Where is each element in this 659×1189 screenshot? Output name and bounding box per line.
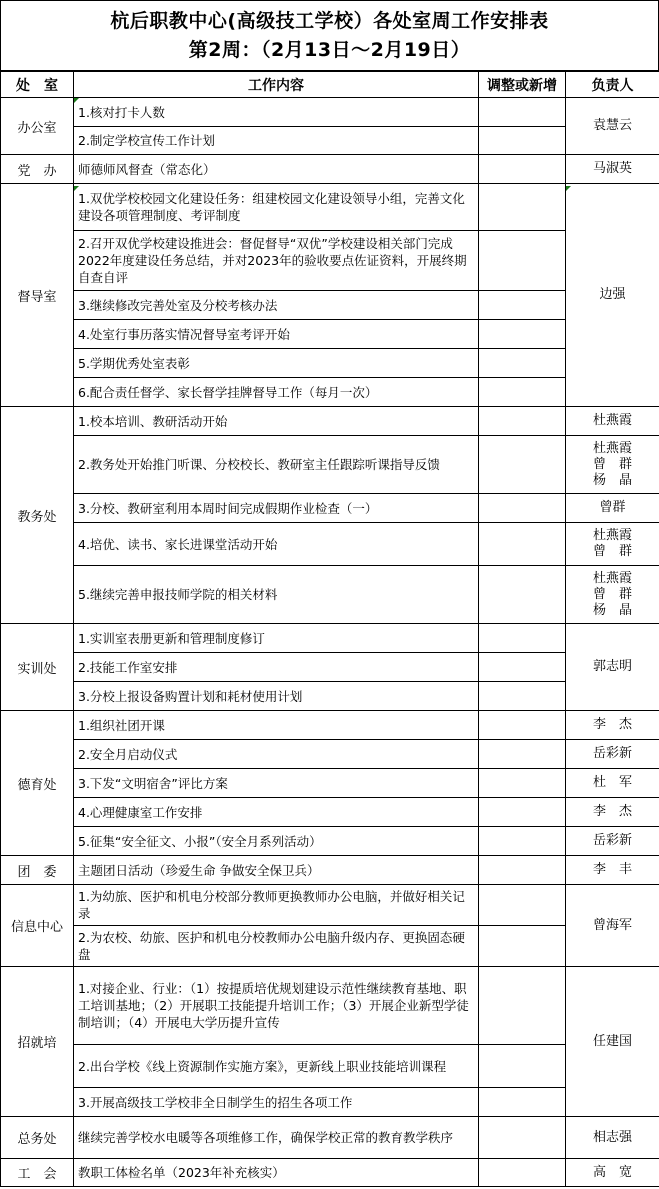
- task-cell[interactable]: 1.实训室表册更新和管理制度修订: [74, 624, 479, 653]
- dept-cell-moral: 德育处: [1, 711, 74, 856]
- table-row: [1, 436, 659, 494]
- owner-cell: 曾群: [566, 494, 659, 523]
- table-row: [1, 798, 659, 827]
- dept-cell-youth-league: 团 委: [1, 856, 74, 885]
- table-row: [1, 769, 659, 798]
- table-row: [1, 624, 659, 653]
- owner-cell: 任建国: [566, 967, 659, 1117]
- table-row: [1, 378, 659, 407]
- owner-name: 杜燕霞: [592, 440, 632, 456]
- title-block: [0, 0, 659, 71]
- header-dept: 处 室: [1, 72, 74, 98]
- task-cell[interactable]: 主题团日活动（珍爱生命 争做安全保卫兵）: [74, 856, 479, 885]
- dept-cell-info-center: 信息中心: [1, 885, 74, 967]
- owner-cell: 岳彩新: [566, 740, 659, 769]
- adjust-cell[interactable]: [479, 967, 566, 1045]
- table-row: [1, 349, 659, 378]
- task-cell[interactable]: 2.出台学校《线上资源制作实施方案》，更新线上职业技能培训课程: [74, 1045, 479, 1088]
- schedule-table: [0, 71, 659, 1187]
- task-cell[interactable]: 3.分校上报设备购置计划和耗材使用计划: [74, 682, 479, 711]
- adjust-cell[interactable]: [479, 1088, 566, 1117]
- adjust-cell[interactable]: [479, 769, 566, 798]
- adjust-cell[interactable]: [479, 1045, 566, 1088]
- owner-cell: 郭志明: [566, 624, 659, 711]
- task-cell[interactable]: 2.安全月启动仪式: [74, 740, 479, 769]
- cell-comment-marker: [74, 186, 79, 191]
- task-cell[interactable]: 5.继续完善申报技师学院的相关材料: [74, 566, 479, 624]
- adjust-cell[interactable]: [479, 711, 566, 740]
- task-cell[interactable]: 2.技能工作室安排: [74, 653, 479, 682]
- task-cell[interactable]: 5.学期优秀处室表彰: [74, 349, 479, 378]
- header-adjust: 调整或新增: [479, 72, 566, 98]
- adjust-cell[interactable]: [479, 127, 566, 155]
- owner-cell: [566, 523, 659, 566]
- table-row: [1, 155, 659, 184]
- table-row: [1, 967, 659, 1045]
- adjust-cell[interactable]: [479, 436, 566, 494]
- owner-cell: 相志强: [566, 1117, 659, 1159]
- adjust-cell[interactable]: [479, 740, 566, 769]
- table-row: [1, 320, 659, 349]
- adjust-cell[interactable]: [479, 155, 566, 184]
- task-cell[interactable]: 2.召开双优学校建设推进会：督促督导“双优”学校建设相关部门完成2022年度建设任务总结，并对2023年的验收要点佐证资料，开展终期自查自评: [74, 231, 479, 291]
- table-row: [1, 98, 659, 127]
- dept-cell-recruitment: 招就培: [1, 967, 74, 1117]
- task-cell[interactable]: 3.分校、教研室利用本周时间完成假期作业检查（一）: [74, 494, 479, 523]
- cell-comment-marker: [566, 186, 571, 191]
- task-cell[interactable]: 4.处室行事历落实情况督导室考评开始: [74, 320, 479, 349]
- dept-cell-supervision: 督导室: [1, 184, 74, 407]
- adjust-cell[interactable]: [479, 827, 566, 856]
- adjust-cell[interactable]: [479, 231, 566, 291]
- owner-name: 曾 群: [592, 456, 632, 472]
- task-cell[interactable]: 1.为幼旅、医护和机电分校部分教师更换教师办公电脑，并做好相关记录: [74, 885, 479, 926]
- adjust-cell[interactable]: [479, 407, 566, 436]
- adjust-cell[interactable]: [479, 523, 566, 566]
- dept-cell-academic: 教务处: [1, 407, 74, 624]
- table-row: [1, 856, 659, 885]
- owner-name: 曾 群: [592, 586, 632, 602]
- header-owner: 负责人: [566, 72, 659, 98]
- task-cell[interactable]: 2.为农校、幼旅、医护和机电分校教师办公电脑升级内存、更换固态硬盘: [74, 926, 479, 967]
- owner-cell: 杜燕霞: [566, 407, 659, 436]
- table-row: [1, 127, 659, 155]
- owner-name: 杜燕霞: [592, 528, 632, 543]
- dept-cell-union: 工 会: [1, 1159, 74, 1187]
- task-cell[interactable]: 3.下发“文明宿舍”评比方案: [74, 769, 479, 798]
- task-cell[interactable]: 3.开展高级技工学校非全日制学生的招生各项工作: [74, 1088, 479, 1117]
- table-row: [1, 740, 659, 769]
- cell-comment-marker: [74, 98, 79, 103]
- table-row: [1, 184, 659, 231]
- task-cell[interactable]: 6.配合责任督学、家长督学挂牌督导工作（每月一次）: [74, 378, 479, 407]
- owner-cell: 马淑英: [566, 155, 659, 184]
- week-range-title: 第2周：（2月13日～2月19日）: [188, 39, 471, 61]
- task-cell[interactable]: 1.校本培训、教研活动开始: [74, 407, 479, 436]
- sheet-title: 杭后职教中心(高级技工学校）各处室周工作安排表: [110, 10, 549, 32]
- table-row: [1, 1088, 659, 1117]
- header-content: 工作内容: [74, 72, 479, 98]
- task-cell[interactable]: 2.教务处开始推门听课、分校校长、教研室主任跟踪听课指导反馈: [74, 436, 479, 494]
- dept-cell-general-affairs: 总务处: [1, 1117, 74, 1159]
- owner-cell: 杜 军: [566, 769, 659, 798]
- owner-name: 杜燕霞: [592, 570, 632, 586]
- task-cell[interactable]: 4.培优、读书、家长进课堂活动开始: [74, 523, 479, 566]
- adjust-cell[interactable]: [479, 926, 566, 967]
- owner-cell: [566, 436, 659, 494]
- adjust-cell[interactable]: [479, 856, 566, 885]
- owner-cell: 曾海军: [566, 885, 659, 967]
- owner-cell: 袁慧云: [566, 98, 659, 155]
- adjust-cell[interactable]: [479, 885, 566, 926]
- task-cell[interactable]: 教职工体检名单（2023年补充核实）: [74, 1159, 479, 1187]
- adjust-cell[interactable]: [479, 98, 566, 127]
- owner-cell: 李 杰: [566, 711, 659, 740]
- task-cell[interactable]: 师德师风督查（常态化）: [74, 155, 479, 184]
- adjust-cell[interactable]: [479, 378, 566, 407]
- owner-cell: 李 丰: [566, 856, 659, 885]
- table-row: [1, 523, 659, 566]
- owner-cell: 边强: [566, 184, 659, 407]
- table-row: [1, 494, 659, 523]
- dept-cell-party: 党 办: [1, 155, 74, 184]
- table-row: [1, 682, 659, 711]
- task-cell[interactable]: 1.对接企业、行业：（1）按提质培优规划建设示范性继续教育基地、职工培训基地；（2）开展职工技能提升培训工作；（3）开展企业新型学徒制培训；（4）开展电大学历提升宣传: [74, 967, 479, 1045]
- owner-cell: 岳彩新: [566, 827, 659, 856]
- task-cell[interactable]: 1.双优学校校园文化建设任务：组建校园文化建设领导小组，完善文化建设各项管理制度、考评制度: [74, 184, 479, 231]
- task-cell[interactable]: 2.制定学校宣传工作计划: [74, 127, 479, 155]
- task-cell[interactable]: 3.继续修改完善处室及分校考核办法: [74, 291, 479, 320]
- owner-cell: 李 杰: [566, 798, 659, 827]
- adjust-cell[interactable]: [479, 291, 566, 320]
- table-row: [1, 1117, 659, 1159]
- table-row: [1, 885, 659, 926]
- adjust-cell[interactable]: [479, 798, 566, 827]
- table-row: [1, 926, 659, 967]
- header-row: [1, 72, 659, 98]
- adjust-cell[interactable]: [479, 494, 566, 523]
- owner-cell: 高 宽: [566, 1159, 659, 1187]
- adjust-cell[interactable]: [479, 1117, 566, 1159]
- adjust-cell[interactable]: [479, 320, 566, 349]
- owner-cell: [566, 566, 659, 624]
- owner-name: 曾 群: [592, 544, 632, 559]
- adjust-cell[interactable]: [479, 184, 566, 231]
- adjust-cell[interactable]: [479, 566, 566, 624]
- table-row: [1, 1045, 659, 1088]
- task-cell[interactable]: 1.核对打卡人数: [74, 98, 479, 127]
- table-row: [1, 566, 659, 624]
- table-row: [1, 653, 659, 682]
- owner-name: 杨 晶: [592, 472, 632, 488]
- adjust-cell[interactable]: [479, 624, 566, 653]
- table-row: [1, 711, 659, 740]
- table-row: [1, 827, 659, 856]
- dept-cell-training: 实训处: [1, 624, 74, 711]
- adjust-cell[interactable]: [479, 653, 566, 682]
- owner-name: 杨 晶: [592, 602, 632, 618]
- table-row: [1, 1159, 659, 1187]
- adjust-cell[interactable]: [479, 1159, 566, 1187]
- adjust-cell[interactable]: [479, 682, 566, 711]
- task-cell[interactable]: 继续完善学校水电暖等各项维修工作，确保学校正常的教育教学秩序: [74, 1117, 479, 1159]
- dept-cell-office: 办公室: [1, 98, 74, 155]
- table-row: [1, 231, 659, 291]
- task-cell[interactable]: 4.心理健康室工作安排: [74, 798, 479, 827]
- table-row: [1, 407, 659, 436]
- table-row: [1, 291, 659, 320]
- task-cell[interactable]: 5.征集“安全征文、小报”（安全月系列活动）: [74, 827, 479, 856]
- adjust-cell[interactable]: [479, 349, 566, 378]
- task-cell[interactable]: 1.组织社团开课: [74, 711, 479, 740]
